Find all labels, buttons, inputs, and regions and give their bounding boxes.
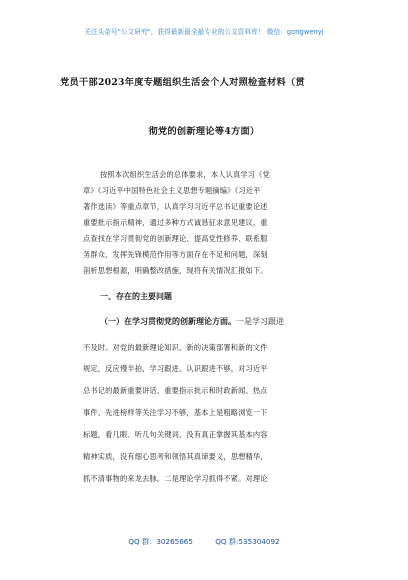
body-line: 总书记的最新重要讲话、重要指示批示和时政新闻、热点 [83, 386, 268, 395]
body-line: 规定，反应慢半拍，学习跟进、认识跟进不够，对习近平 [83, 364, 268, 373]
doc-title-line-1: 党员干部2023年度专题组织生活会个人对照检查材料（贯 [60, 77, 305, 88]
intro-line: 重要批示指示精神，通过多种方式诚恳征求意见建议，重 [83, 218, 268, 227]
body-line: 精神实质，没有细心思考和领悟其真谛要义，思想精华， [83, 452, 268, 461]
body-line: 抓不清事物的来龙去脉。二是理论学习抓得不紧。对理论 [83, 474, 268, 483]
body-line: 不及时。对党的最新理论知识、新的决策部署和新的文件 [83, 343, 268, 352]
promo-banner: 关注头条号"公文研究"，获得最新最全最专业的公文资料库！ 微信：gongwenyj [84, 28, 324, 36]
body-line: 标题，看几眼、听几句关键词，没有真正掌握其基本内容 [83, 430, 268, 439]
subsection-heading-line [100, 316, 284, 327]
intro-line: 剖析思想根源，明确整改措施，现将有关情况汇报如下。 [83, 266, 268, 275]
intro-line: 章》《习近平中国特色社会主义思想专题摘编》《习近平 [83, 186, 261, 195]
intro-line: 著作选读》等重点章节，认真学习习近平总书记重要论述 [83, 202, 268, 211]
intro-line: 按照本次组织生活会的总体要求，本人认真学习《党 [100, 170, 270, 179]
section-heading: 一、存在的主要问题 [100, 291, 172, 301]
doc-title-line-2: 彻党的创新理论等4方面） [148, 126, 260, 137]
footer-qq-group-2: QQ 群:535304092 [215, 537, 280, 546]
footer-qq-group-1: QQ 群：30265665 [128, 537, 193, 546]
footer-contact [0, 537, 408, 547]
subsection-text: 一是学习跟进 [236, 317, 284, 326]
intro-line: 务群众、发挥先锋模范作用等方面存在不足和问题，深刻 [83, 250, 268, 259]
body-line: 事件、先进榜样等关注学习不够，基本上是粗略浏览一下 [83, 408, 268, 417]
intro-line: 点查找在学习贯彻党的创新理论、提高党性修养、联系服 [83, 234, 268, 243]
subsection-heading: （一）在学习贯彻党的创新理论方面。 [100, 316, 236, 326]
